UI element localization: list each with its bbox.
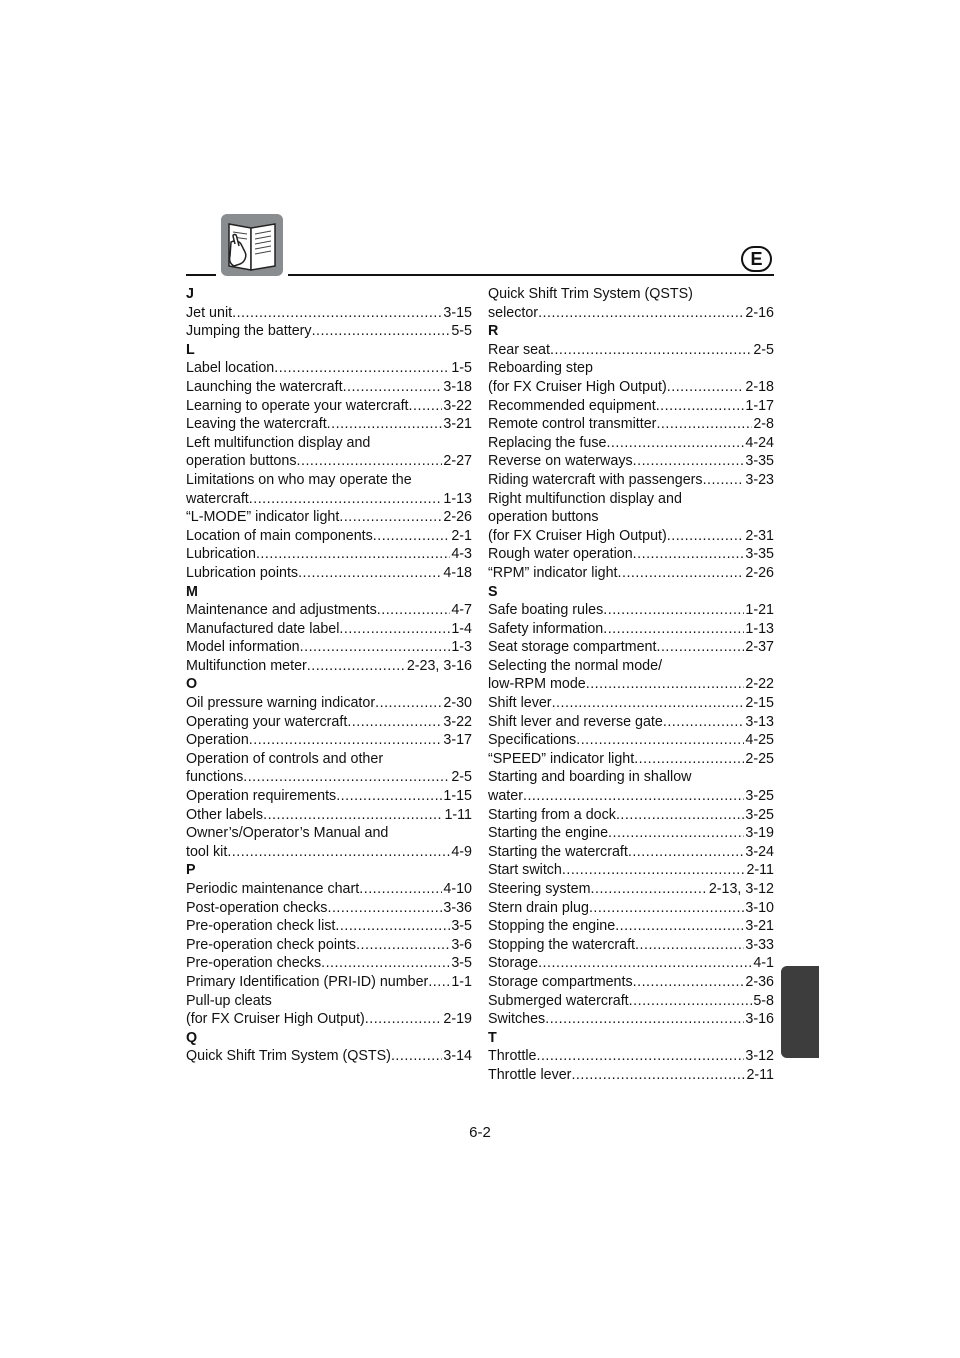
index-entry-title: Periodic maintenance chart xyxy=(186,881,360,897)
index-entry-title: Starting from a dock xyxy=(488,806,616,823)
index-entry xyxy=(488,434,774,453)
dot-leader xyxy=(634,750,744,769)
index-entry-page: 2-31 xyxy=(745,527,774,544)
index-entry-page: 1-1 xyxy=(451,973,472,990)
index-entry-title: Operation requirements xyxy=(186,788,337,805)
index-entry-page: 1-17 xyxy=(745,397,774,414)
index-entry xyxy=(488,527,774,546)
dot-leader xyxy=(375,694,442,713)
dot-leader xyxy=(391,1047,442,1066)
index-entry-page: 3-5 xyxy=(451,918,472,935)
index-entry-line: operation buttons xyxy=(488,509,599,526)
index-entry-page: 5-8 xyxy=(753,992,774,1009)
dot-leader xyxy=(232,304,442,323)
index-entry xyxy=(186,304,472,323)
index-entry-page: 3-10 xyxy=(745,899,774,916)
index-entry xyxy=(186,322,472,341)
index-entry-page: 4-9 xyxy=(451,843,472,860)
index-entry xyxy=(488,917,774,936)
dot-leader xyxy=(616,806,744,825)
index-entry xyxy=(186,490,472,509)
index-entry-title: Other labels xyxy=(186,806,264,823)
dot-leader xyxy=(343,378,443,397)
index-entry-page: 3-36 xyxy=(443,899,472,916)
index-entry-title: Quick Shift Trim System (QSTS) xyxy=(186,1048,391,1065)
dot-leader xyxy=(629,992,753,1011)
dot-leader xyxy=(523,787,744,806)
index-entry xyxy=(186,601,472,620)
index-entry xyxy=(186,452,472,471)
index-entry-page: 3-13 xyxy=(745,713,774,730)
dot-leader xyxy=(327,415,443,434)
index-letter-heading: S xyxy=(488,583,498,600)
dot-leader xyxy=(606,434,744,453)
dot-leader xyxy=(356,936,450,955)
index-entry-page: 2-19 xyxy=(443,1011,472,1028)
index-entry-page: 1-11 xyxy=(444,806,472,823)
dot-leader xyxy=(633,545,745,564)
index-entry-title: Learning to operate your watercraft xyxy=(186,397,409,414)
index-entry xyxy=(488,694,774,713)
index-entry xyxy=(488,304,774,323)
index-entry-page: 4-3 xyxy=(451,546,472,563)
index-entry xyxy=(186,1010,472,1029)
dot-leader xyxy=(307,657,406,676)
index-entry-title: Multifunction meter xyxy=(186,657,307,674)
index-entry-line: Quick Shift Trim System (QSTS) xyxy=(488,286,693,302)
index-entry-title: Rear seat xyxy=(488,341,550,358)
dot-leader xyxy=(298,564,442,583)
dot-leader xyxy=(256,545,450,564)
dot-leader xyxy=(633,452,745,471)
index-entry xyxy=(488,378,774,397)
index-entry-title: (for FX Cruiser High Output) xyxy=(186,1011,365,1028)
index-entry-page: 3-6 xyxy=(451,936,472,953)
index-entry xyxy=(186,527,472,546)
index-entry-page: 3-18 xyxy=(443,378,472,395)
index-entry-title: low-RPM mode xyxy=(488,676,586,693)
dot-leader xyxy=(249,490,443,509)
index-entry xyxy=(186,973,472,992)
index-entry xyxy=(488,452,774,471)
dot-leader xyxy=(409,397,443,416)
dot-leader xyxy=(633,973,745,992)
language-badge: E xyxy=(741,246,772,272)
index-entry-title: Jumping the battery xyxy=(186,323,312,340)
index-entry-line: Starting and boarding in shallow xyxy=(488,769,692,786)
index-entry-title: Lubrication points xyxy=(186,564,299,581)
index-entry-page: 2-23, 3-16 xyxy=(406,657,472,674)
index-entry-title: Stopping the watercraft xyxy=(488,936,636,953)
index-entry xyxy=(488,638,774,657)
index-entry-page: 2-30 xyxy=(443,695,472,712)
index-letter-heading: P xyxy=(186,862,196,879)
index-entry xyxy=(186,1047,472,1066)
dot-leader xyxy=(703,471,745,490)
dot-leader xyxy=(227,843,450,862)
dot-leader xyxy=(550,341,752,360)
index-entry-page: 3-25 xyxy=(745,788,774,805)
index-entry-page: 3-22 xyxy=(443,713,472,730)
index-entry-page: 2-37 xyxy=(745,639,774,656)
index-entry-title: “SPEED” indicator light xyxy=(488,750,635,767)
index-entry xyxy=(488,1047,774,1066)
index-entry xyxy=(488,880,774,899)
index-letter-heading: O xyxy=(186,676,198,693)
index-entry-title: Launching the watercraft xyxy=(186,378,343,395)
index-entry-page: 5-5 xyxy=(451,323,472,340)
index-entry-title: Maintenance and adjustments xyxy=(186,602,377,619)
index-entry-page: 3-5 xyxy=(451,955,472,972)
index-entry-page: 3-21 xyxy=(443,416,472,433)
index-entry-title: Pre-operation checks xyxy=(186,955,322,972)
index-entry-title: Post-operation checks xyxy=(186,899,328,916)
index-entry-title: Submerged watercraft xyxy=(488,992,629,1009)
index-entry-title: Seat storage compartment xyxy=(488,639,657,656)
index-entry-page: 2-18 xyxy=(745,378,774,395)
index-entry xyxy=(488,620,774,639)
index-entry-page: 1-13 xyxy=(443,490,472,507)
index-entry-page: 2-8 xyxy=(753,416,774,433)
index-entry xyxy=(186,917,472,936)
dot-leader xyxy=(545,1010,744,1029)
index-entry xyxy=(488,750,774,769)
index-entry-title: Start switch xyxy=(488,862,562,879)
index-entry xyxy=(186,564,472,583)
header-rule-left xyxy=(186,274,216,276)
index-entry xyxy=(186,843,472,862)
index-entry-title: Reverse on waterways xyxy=(488,453,633,470)
index-entry-page: 3-14 xyxy=(443,1048,472,1065)
index-entry-page: 4-18 xyxy=(443,564,472,581)
dot-leader xyxy=(336,787,442,806)
index-entry-title: Switches xyxy=(488,1011,546,1028)
dot-leader xyxy=(667,527,745,546)
index-entry-title: tool kit xyxy=(186,843,228,860)
index-entry xyxy=(186,731,472,750)
index-entry-page: 4-7 xyxy=(451,602,472,619)
index-entry xyxy=(488,1066,774,1085)
index-entry-page: 3-21 xyxy=(745,918,774,935)
index-entry-line: Operation of controls and other xyxy=(186,750,384,767)
index-entry-title: Oil pressure warning indicator xyxy=(186,695,376,712)
index-entry xyxy=(488,899,774,918)
header-rule-right xyxy=(288,274,774,276)
dot-leader xyxy=(538,954,752,973)
index-entry xyxy=(488,341,774,360)
index-entry-page: 4-10 xyxy=(443,881,472,897)
index-entry xyxy=(186,880,472,899)
index-entry xyxy=(186,694,472,713)
index-entry-title: Starting the engine xyxy=(488,825,609,842)
index-entry-page: 2-26 xyxy=(745,564,774,581)
index-entry-title: “L-MODE” indicator light xyxy=(186,509,340,526)
dot-leader xyxy=(656,397,745,416)
index-entry xyxy=(186,397,472,416)
dot-leader xyxy=(377,601,451,620)
dot-leader xyxy=(373,527,451,546)
index-entry-title: Operation xyxy=(186,732,249,749)
index-entry-title: Recommended equipment xyxy=(488,397,656,414)
index-entry-title: selector xyxy=(488,304,539,321)
dot-leader xyxy=(591,880,708,899)
index-entry xyxy=(186,545,472,564)
index-entry xyxy=(488,992,774,1011)
index-entry-page: 2-13, 3-12 xyxy=(708,881,774,897)
index-entry-page: 2-5 xyxy=(753,341,774,358)
index-entry-title: Shift lever and reverse gate xyxy=(488,713,663,730)
index-entry xyxy=(488,601,774,620)
index-entry-title: Location of main components xyxy=(186,527,373,544)
dot-leader xyxy=(663,713,745,732)
index-entry xyxy=(488,731,774,750)
index-entry xyxy=(186,638,472,657)
index-entry-title: Manufactured date label xyxy=(186,620,340,637)
index-entry-title: Operating your watercraft xyxy=(186,713,348,730)
dot-leader xyxy=(562,861,746,880)
dot-leader xyxy=(359,880,442,899)
dot-leader xyxy=(538,304,744,323)
index-entry-page: 1-15 xyxy=(443,788,472,805)
index-entry xyxy=(488,954,774,973)
dot-leader xyxy=(589,899,744,918)
index-entry-title: Model information xyxy=(186,639,300,656)
index-entry xyxy=(186,359,472,378)
index-entry-line: Right multifunction display and xyxy=(488,490,682,507)
index-entry-page: 3-33 xyxy=(745,936,774,953)
index-entry xyxy=(488,471,774,490)
index-entry xyxy=(186,954,472,973)
index-entry-line: Limitations on who may operate the xyxy=(186,471,412,488)
dot-leader xyxy=(656,415,752,434)
index-entry-title: Rough water operation xyxy=(488,546,633,563)
index-entry-title: “RPM” indicator light xyxy=(488,564,618,581)
index-letter-heading: Q xyxy=(186,1029,198,1046)
dot-leader xyxy=(321,954,450,973)
index-entry-page: 3-23 xyxy=(745,471,774,488)
index-entry-title: Throttle xyxy=(488,1048,537,1065)
index-entry-title: Stopping the engine xyxy=(488,918,616,935)
index-entry-title: Leaving the watercraft xyxy=(186,416,327,433)
index-entry xyxy=(186,620,472,639)
index-entry xyxy=(186,657,472,676)
index-entry-title: Primary Identification (PRI-ID) number xyxy=(186,973,429,990)
index-entry xyxy=(186,899,472,918)
chapter-tab xyxy=(781,966,819,1058)
index-entry xyxy=(488,861,774,880)
index-entry xyxy=(488,973,774,992)
dot-leader xyxy=(339,508,442,527)
index-entry-title: Stern drain plug xyxy=(488,899,589,916)
dot-leader xyxy=(552,694,745,713)
index-entry-page: 4-1 xyxy=(753,955,774,972)
dot-leader xyxy=(628,843,745,862)
index-entry-page: 3-25 xyxy=(745,806,774,823)
index-letter-heading: J xyxy=(186,286,194,302)
index-entry-page: 2-26 xyxy=(443,509,472,526)
index-entry xyxy=(186,806,472,825)
dot-leader xyxy=(297,452,443,471)
dot-leader xyxy=(347,713,442,732)
index-letter-heading: L xyxy=(186,341,195,358)
index-entry-title: Pre-operation check list xyxy=(186,918,336,935)
index-entry-page: 3-15 xyxy=(443,304,472,321)
index-entry-title: watercraft xyxy=(186,490,249,507)
index-entry-page: 3-17 xyxy=(443,732,472,749)
index-entry-page: 2-22 xyxy=(745,676,774,693)
index-entry xyxy=(186,713,472,732)
index-entry-page: 2-27 xyxy=(443,453,472,470)
index-entry-page: 3-35 xyxy=(745,546,774,563)
dot-leader xyxy=(618,564,745,583)
index-entry-title: Lubrication xyxy=(186,546,256,563)
index-entry-title: Label location xyxy=(186,360,275,377)
index-entry-page: 2-15 xyxy=(745,695,774,712)
dot-leader xyxy=(312,322,451,341)
index-letter-heading: R xyxy=(488,323,499,340)
index-entry xyxy=(488,843,774,862)
dot-leader xyxy=(263,806,443,825)
index-entry-title: Steering system xyxy=(488,881,591,897)
owners-manual-book-icon xyxy=(221,214,283,276)
index-entry xyxy=(488,806,774,825)
index-entry-title: Remote control transmitter xyxy=(488,416,657,433)
dot-leader xyxy=(335,917,450,936)
index-entry xyxy=(488,545,774,564)
dot-leader xyxy=(576,731,744,750)
index-entry-title: Replacing the fuse xyxy=(488,434,607,451)
book-hand-icon xyxy=(221,214,283,276)
index-entry-page: 1-3 xyxy=(451,639,472,656)
index-entry-title: Storage compartments xyxy=(488,973,633,990)
index-entry-title: Storage xyxy=(488,955,539,972)
index-entry-page: 2-16 xyxy=(745,304,774,321)
index-entry-title: Throttle lever xyxy=(488,1066,572,1083)
index-entry xyxy=(488,787,774,806)
index-entry-line: Pull-up cleats xyxy=(186,992,272,1009)
index-entry-page: 3-19 xyxy=(745,825,774,842)
index-entry-page: 3-16 xyxy=(745,1011,774,1028)
index-entry-title: Safe boating rules xyxy=(488,602,604,619)
dot-leader xyxy=(300,638,451,657)
index-entry-title: Riding watercraft with passengers xyxy=(488,471,703,488)
index-letter-heading: M xyxy=(186,583,198,600)
index-entry-title: functions xyxy=(186,769,244,786)
index-entry xyxy=(186,936,472,955)
dot-leader xyxy=(615,917,744,936)
index-entry-page: 1-13 xyxy=(745,620,774,637)
dot-leader xyxy=(603,620,744,639)
index-entry-title: (for FX Cruiser High Output) xyxy=(488,527,667,544)
dot-leader xyxy=(365,1010,443,1029)
dot-leader xyxy=(274,359,450,378)
index-entry-page: 2-25 xyxy=(745,750,774,767)
index-entry-page: 4-25 xyxy=(745,732,774,749)
index-entry-title: Shift lever xyxy=(488,695,552,712)
index-entry-line: Selecting the normal mode/ xyxy=(488,657,663,674)
index-entry-title: Starting the watercraft xyxy=(488,843,628,860)
dot-leader xyxy=(586,675,745,694)
index-entry xyxy=(488,564,774,583)
dot-leader xyxy=(603,601,744,620)
dot-leader xyxy=(243,768,450,787)
index-entry xyxy=(488,824,774,843)
index-entry-page: 2-5 xyxy=(451,769,472,786)
index-column-left xyxy=(186,285,472,1066)
index-entry-title: (for FX Cruiser High Output) xyxy=(488,378,667,395)
index-entry-page: 3-12 xyxy=(745,1048,774,1065)
index-entry xyxy=(488,415,774,434)
index-entry-title: operation buttons xyxy=(186,453,297,470)
index-entry-page: 2-36 xyxy=(745,973,774,990)
index-entry xyxy=(488,713,774,732)
index-entry-line: Reboarding step xyxy=(488,360,593,377)
index-entry-title: Jet unit xyxy=(186,304,233,321)
index-entry-page: 1-4 xyxy=(451,620,472,637)
dot-leader xyxy=(656,638,744,657)
index-entry xyxy=(488,397,774,416)
dot-leader xyxy=(608,824,744,843)
index-entry-page: 2-11 xyxy=(746,862,774,879)
index-entry xyxy=(186,787,472,806)
index-entry xyxy=(488,1010,774,1029)
index-entry-page: 3-35 xyxy=(745,453,774,470)
dot-leader xyxy=(635,936,744,955)
index-entry xyxy=(186,378,472,397)
index-entry-page: 2-1 xyxy=(451,527,472,544)
dot-leader xyxy=(327,899,442,918)
index-entry-title: water xyxy=(488,788,523,805)
index-entry xyxy=(186,415,472,434)
index-entry-title: Pre-operation check points xyxy=(186,936,357,953)
index-entry-page: 4-24 xyxy=(745,434,774,451)
page-number: 6-2 xyxy=(469,1124,491,1141)
index-letter-heading: T xyxy=(488,1029,497,1046)
index-entry xyxy=(488,936,774,955)
index-entry xyxy=(186,768,472,787)
dot-leader xyxy=(667,378,745,397)
index-entry xyxy=(488,675,774,694)
dot-leader xyxy=(339,620,450,639)
dot-leader xyxy=(571,1066,745,1085)
index-entry-page: 3-22 xyxy=(443,397,472,414)
index-entry-page: 3-24 xyxy=(745,843,774,860)
index-entry-line: Owner’s/Operator’s Manual and xyxy=(186,825,389,842)
dot-leader xyxy=(536,1047,744,1066)
index-entry-title: Specifications xyxy=(488,732,577,749)
dot-leader xyxy=(249,731,443,750)
index-column-right xyxy=(488,285,774,1085)
index-entry-line: Left multifunction display and xyxy=(186,434,371,451)
index-entry-page: 2-11 xyxy=(746,1066,774,1083)
index-entry xyxy=(186,508,472,527)
index-entry-page: 1-21 xyxy=(745,602,774,619)
index-entry-title: Safety information xyxy=(488,620,604,637)
index-entry-page: 1-5 xyxy=(451,360,472,377)
dot-leader xyxy=(428,973,450,992)
